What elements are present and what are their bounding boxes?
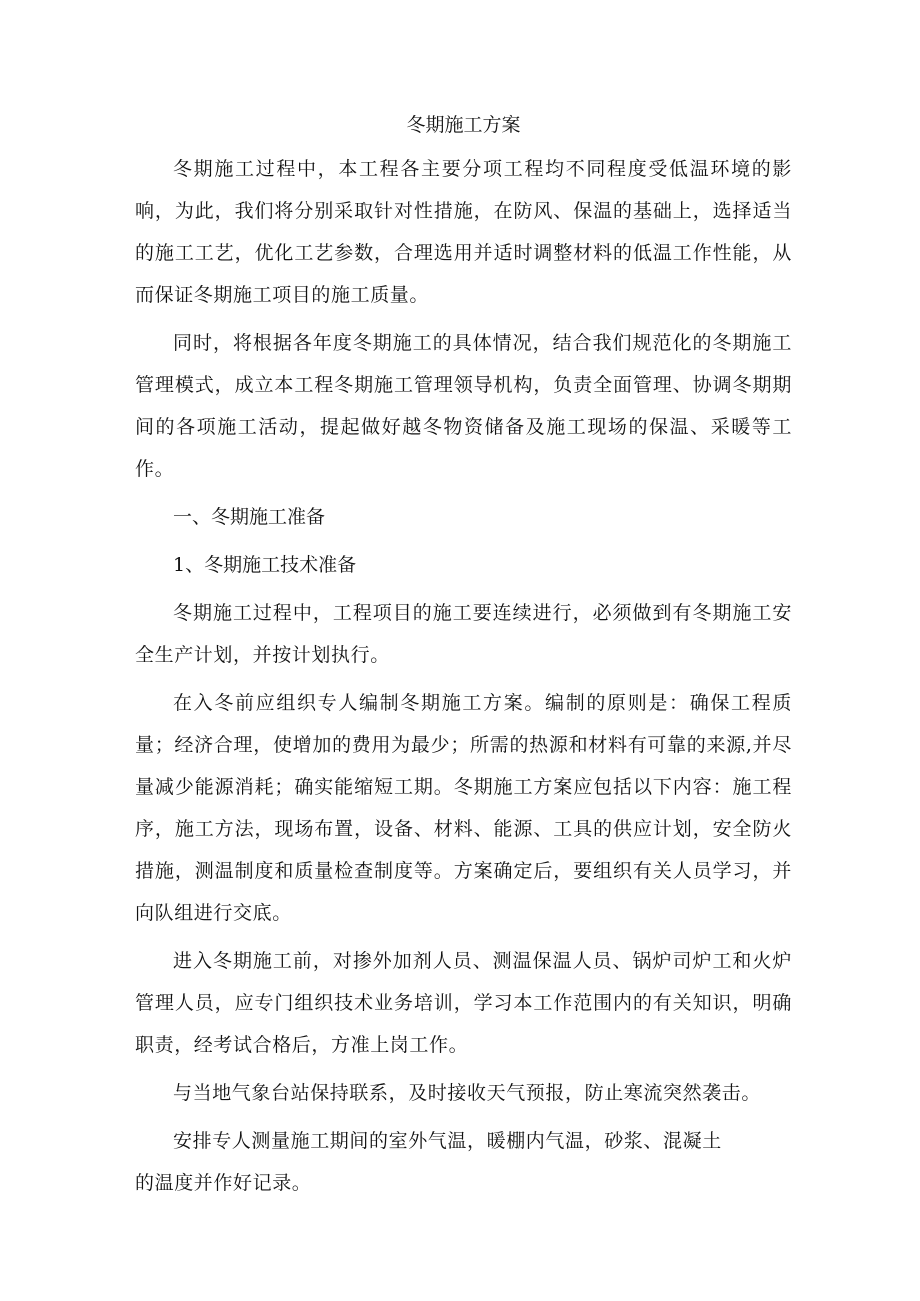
body-paragraph-5: 安排专人测量施工期间的室外气温，暖棚内气温，砂浆、混凝土的温度并作好记录。 [135,1130,722,1194]
intro-paragraph-1: 冬期施工过程中，本工程各主要分项工程均不同程度受低温环境的影响，为此，我们将分别采取针对性措施，在防风、保温的基础上，选择适当的施工工艺，优化工艺参数，合理选用并适时调整材料的低温工作性能，从而保证冬期施工项目的施工质量。 [135,158,792,306]
body-paragraph-4: 与当地气象台站保持联系，及时接收天气预报，防止寒流突然袭击。 [173,1082,762,1104]
body-paragraph-2: 在入冬前应组织专人编制冬期施工方案。编制的原则是：确保工程质量；经济合理，使增加的费用为最少；所需的热源和材料有可靠的来源,并尽量减少能源消耗；确实能缩短工期。冬期施工方案应包括以下内容：施工程序，施工方法，现场布置，设备、材料、能源、工具的供应计划，安全防火措施，测温制度和质量检查制度等。方案确定后，要组织有关人员学习，并向队组进行交底。 [135,692,792,924]
document-title: 冬期施工方案 [406,114,521,136]
subsection-heading: 1、冬期施工技术准备 [173,554,357,576]
intro-paragraph-2: 同时，将根据各年度冬期施工的具体情况，结合我们规范化的冬期施工管理模式，成立本工程冬期施工管理领导机构，负责全面管理、协调冬期期间的各项施工活动，提起做好越冬物资储备及施工现场的保温、采暖等工作。 [135,332,792,480]
section-heading: 一、冬期施工准备 [173,506,326,528]
body-paragraph-3: 进入冬期施工前，对掺外加剂人员、测温保温人员、锅炉司炉工和火炉管理人员，应专门组织技术业务培训，学习本工作范围内的有关知识，明确职责，经考试合格后，方准上岗工作。 [135,950,792,1056]
body-paragraph-1: 冬期施工过程中，工程项目的施工要连续进行，必须做到有冬期施工安全生产计划，并按计划执行。 [135,602,792,666]
